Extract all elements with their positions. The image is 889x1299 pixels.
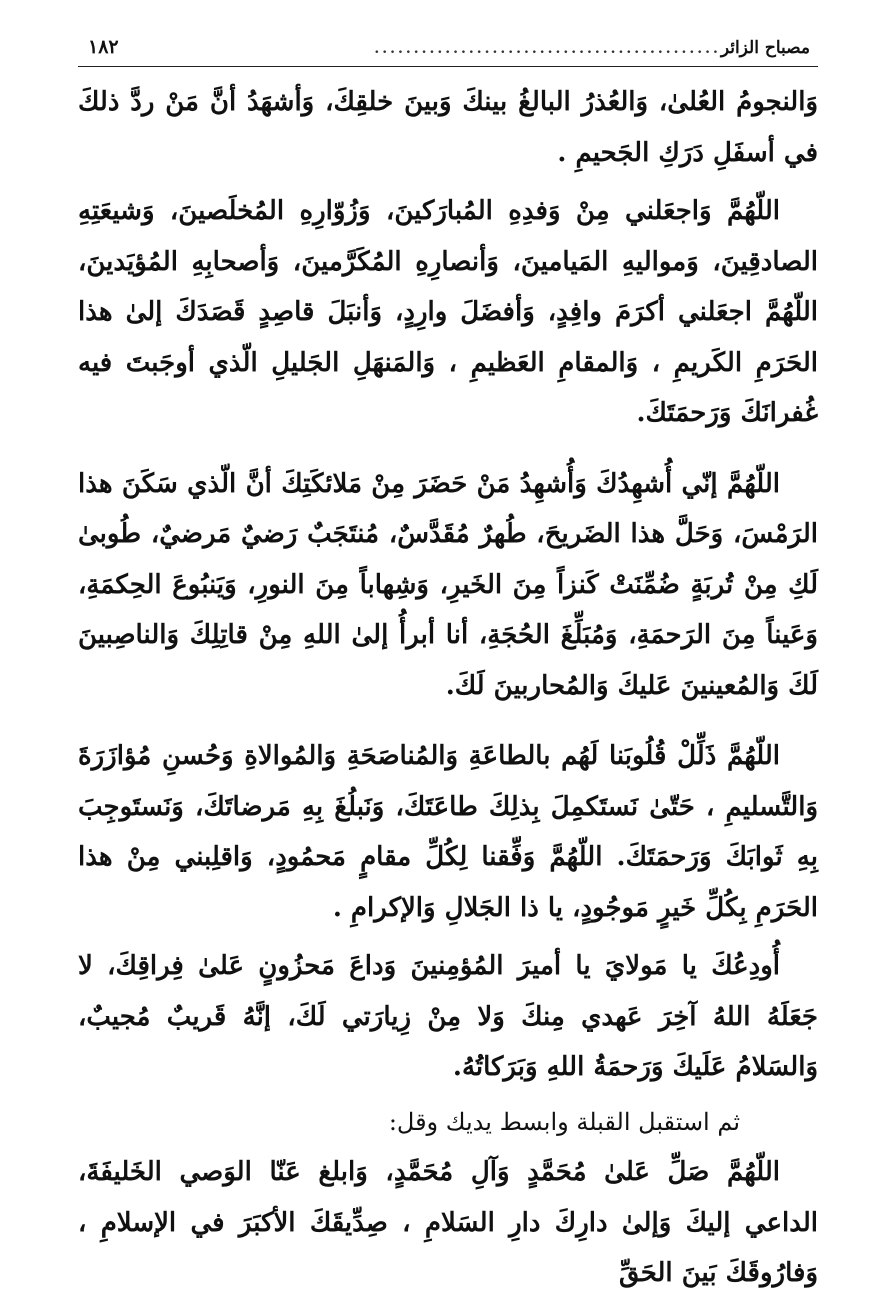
paragraph-supplication-1: اللّهُمَّ وَاجعَلني مِنْ وَفدِهِ المُبارَكينَ، وَزُوّارِهِ المُخلَصينَ، وَشيعَتِهِ الصادقِينَ، وَمواليهِ المَيامينَ، وَأنصارِهِ المُكَرَّمينَ، وَأصحابِهِ المُؤيَدينَ، اللّهُمَّ اجعَلني أكرَمَ وافِدٍ، وَأفضَلَ وارِدٍ، وَأنبَلَ قاصِدٍ قَصَدَكَ إلىٰ هذا الحَرَمِ الكَريمِ ، وَالمقامِ العَظيمِ ، وَالمَنهَلِ الجَليلِ الّذي أوجَبتَ فيه غُفرانَكَ وَرَحمَتَكَ.	[78, 196, 818, 428]
paragraph-continuation: وَالنجومُ العُلىٰ، وَالعُذرُ البالغُ بينكَ وَبينَ خلقِكَ، وَأشهَدُ أنَّ مَنْ ردَّ ذلكَ في أسفَلِ دَرَكِ الجَحيمِ .	[78, 87, 818, 168]
instruction-line: ثم استقبل القبلة وابسط يديك وقل:	[388, 1107, 740, 1136]
book-page	[78, 32, 818, 1299]
paragraph-farewell: أُودِعُكَ يا مَولايَ يا أميرَ المُؤمِنينَ وَداعَ مَحزُونٍ عَلىٰ فِراقِكَ، لا جَعَلَهُ اللهُ آخِرَ عَهدي مِنكَ وَلا مِنْ زِيارَتي لَكَ، إنَّهُ قَريبٌ مُجيبٌ، وَالسَلامُ عَلَيكَ وَرَحمَةُ اللهِ وَبَرَكاتُهُ.	[78, 951, 818, 1082]
body-text	[78, 77, 818, 1299]
paragraph-salawat: اللّهُمَّ صَلِّ عَلىٰ مُحَمَّدٍ وَآلِ مُحَمَّدٍ، وَابلغ عَنّا الوَصي الخَليفَةَ، الداعي إليكَ وَإلىٰ دارِكَ دارِ السَلامِ ، صِدِّيقَكَ الأكبَرَ في الإسلامِ ، وَفارُوقَكَ بَينَ الحَقِّ	[78, 1157, 818, 1288]
paragraph-supplication-3: اللّهُمَّ ذَلِّلْ قُلُوبَنا لَهُم بالطاعَةِ وَالمُناصَحَةِ وَالمُوالاةِ وَحُسنِ مُؤازَرَةَ وَالتَّسليمِ ، حَتّىٰ نَستَكمِلَ بِذلِكَ طاعَتَكَ، وَنَبلُغَ بِهِ مَرضاتَكَ، وَنَستَوجِبَ بِهِ ثَوابَكَ وَرَحمَتَكَ. اللّهُمَّ وَفِّقنا لِكُلِّ مقامٍ مَحمُودٍ، وَاقلِبني مِنْ هذا الحَرَمِ بِكُلِّ خَيرٍ مَوجُودٍ، يا ذا الجَلالِ وَالإكرامِ .	[78, 741, 818, 923]
running-header	[78, 32, 818, 67]
header-leader-dots: ............................................	[374, 41, 721, 57]
book-title: مصباح الزائر	[720, 38, 810, 58]
page-number: ١٨٢	[88, 36, 119, 58]
paragraph-supplication-2: اللّهُمَّ إنّي أُشهِدُكَ وَأُشهِدُ مَنْ حَضَرَ مِنْ مَلائكَتِكَ أنَّ الّذي سَكَنَ هذا الرَمْسَ، وَحَلَّ هذا الضَريحَ، طُهرٌ مُقَدَّسٌ، مُنتَجَبٌ رَضيٌ مَرضيٌ، طُوبىٰ لَكِ مِنْ تُربَةٍ ضُمِّنَتْ كَنزاً مِنَ الخَيرِ، وَشِهاباً مِنَ النورِ، وَيَنبُوعَ الحِكمَةِ، وَعَيناً مِنَ الرَحمَةِ، وَمُبَلِّغَ الحُجَةِ، أنا أبرأُ إلىٰ اللهِ مِنْ قاتِلِكَ وَالناصِبينَ لَكَ وَالمُعينينَ عَليكَ وَالمُحاربينَ لَكَ.	[78, 468, 818, 701]
